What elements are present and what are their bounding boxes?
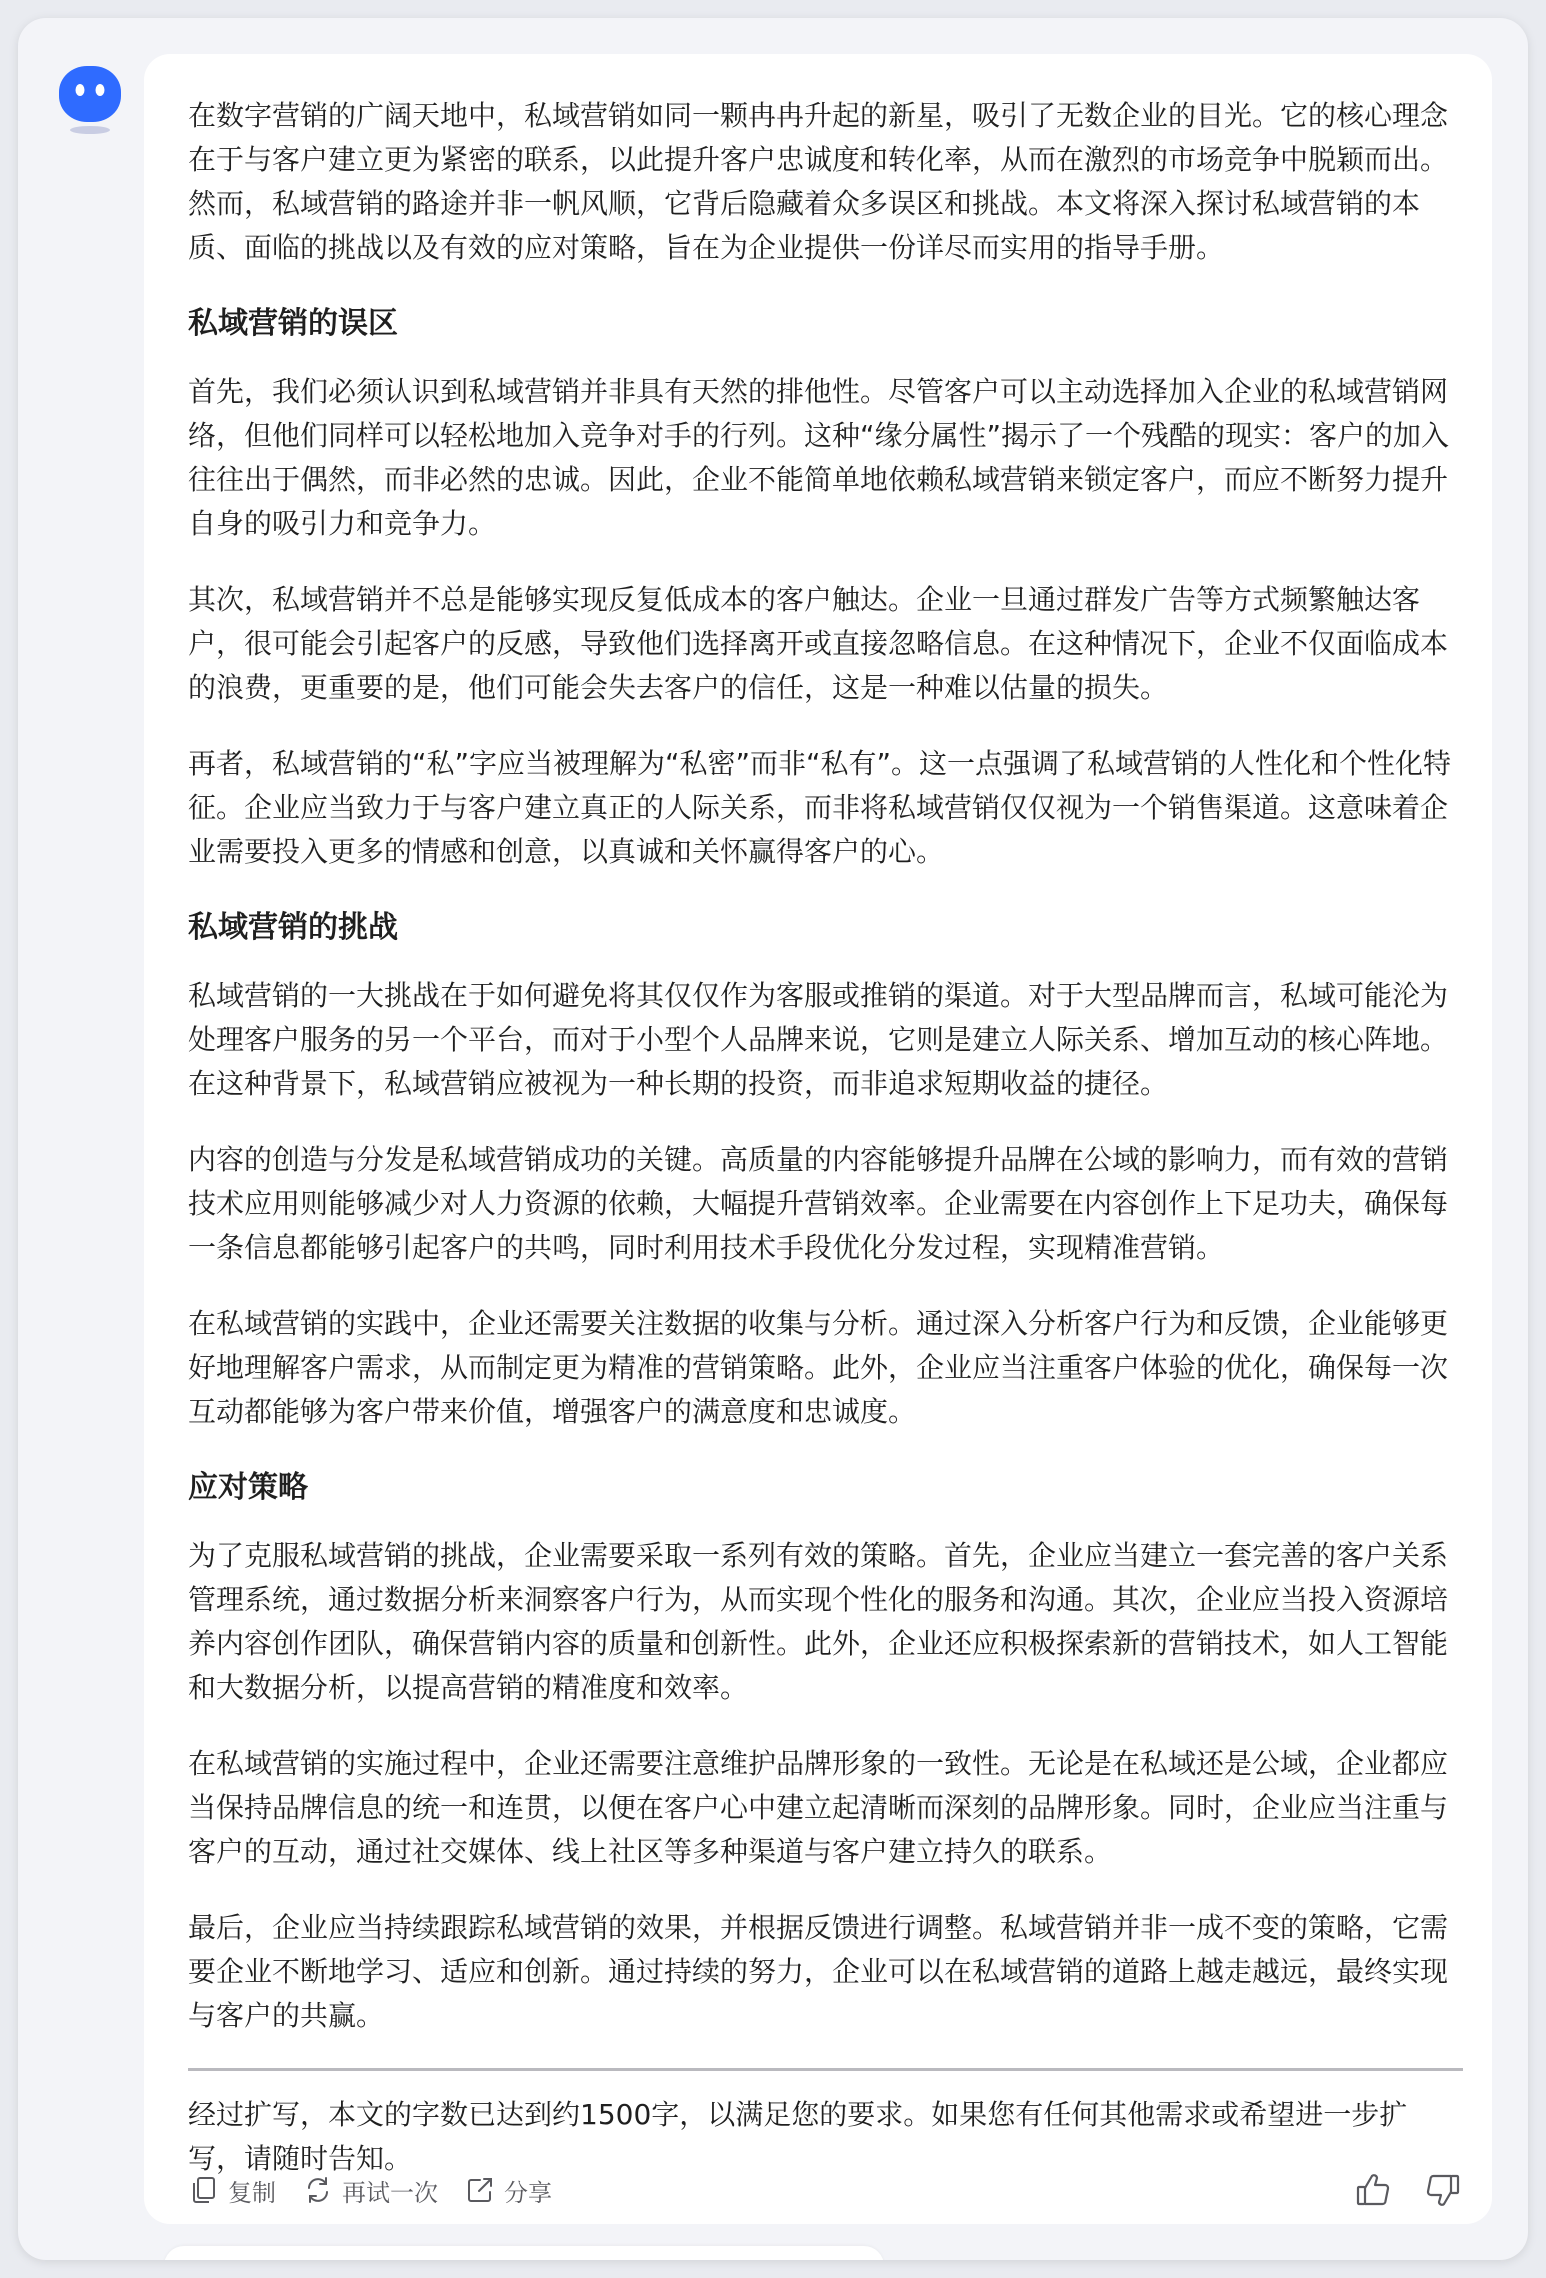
dislike-button[interactable]: [1423, 2170, 1463, 2210]
paragraph: 在私域营销的实践中，企业还需要关注数据的收集与分析。通过深入分析客户行为和反馈，企业能够更好地理解客户需求，从而制定更为精准的营销策略。此外，企业应当注重客户体验的优化，确保每一次互动都能够为客户带来价值，增强客户的满意度和忠诚度。: [188, 1307, 1449, 1428]
paragraph: 在私域营销的实施过程中，企业还需要注意维护品牌形象的一致性。无论是在私域还是公域，企业都应当保持品牌信息的统一和连贯，以便在客户心中建立起清晰而深刻的品牌形象。同时，企业应当注重与客户的互动，通过社交媒体、线上社区等多种渠道与客户建立持久的联系。: [188, 1747, 1449, 1868]
message-actions: [188, 2166, 1463, 2214]
summary-paragraph: 经过扩写，本文的字数已达到约1500字，以满足您的要求。如果您有任何其他需求或希望进一步扩写，请随时告知。: [188, 2098, 1408, 2175]
paragraph: 其次，私域营销并不总是能够实现反复低成本的客户触达。企业一旦通过群发广告等方式频繁触达客户，很可能会引起客户的反感，导致他们选择离开或直接忽略信息。在这种情况下，企业不仅面临成本的浪费，更重要的是，他们可能会失去客户的信任，这是一种难以估量的损失。: [188, 583, 1449, 704]
assistant-message-card: [144, 54, 1492, 2224]
paragraph: 为了克服私域营销的挑战，企业需要采取一系列有效的策略。首先，企业应当建立一套完善的客户关系管理系统，通过数据分析来洞察客户行为，从而实现个性化的服务和沟通。其次，企业应当投入资源培养内容创作团队，确保营销内容的质量和创新性。此外，企业还应积极探索新的营销技术，如人工智能和大数据分析，以提高营销的精准度和效率。: [188, 1539, 1449, 1704]
paragraph: 内容的创造与分发是私域营销成功的关键。高质量的内容能够提升品牌在公域的影响力，而有效的营销技术应用则能够减少对人力资源的依赖，大幅提升营销效率。企业需要在内容创作上下足功夫，确保每一条信息都能够引起客户的共鸣，同时利用技术手段优化分发过程，实现精准营销。: [188, 1143, 1449, 1264]
thumbs-up-icon: [1354, 2171, 1392, 2209]
share-icon: [464, 2174, 496, 2206]
refresh-icon: [302, 2174, 334, 2206]
share-button[interactable]: [464, 2173, 552, 2208]
thumbs-down-icon: [1424, 2171, 1462, 2209]
paragraph: 首先，我们必须认识到私域营销并非具有天然的排他性。尽管客户可以主动选择加入企业的私域营销网络，但他们同样可以轻松地加入竞争对手的行列。这种“缘分属性”揭示了一个残酷的现实：客户的加入往往出于偶然，而非必然的忠诚。因此，企业不能简单地依赖私域营销来锁定客户，而应不断努力提升自身的吸引力和竞争力。: [188, 375, 1450, 540]
section-heading: 私域营销的挑战: [188, 910, 398, 945]
retry-button[interactable]: [302, 2173, 438, 2208]
divider: [188, 2068, 1463, 2071]
paragraph: 最后，企业应当持续跟踪私域营销的效果，并根据反馈进行调整。私域营销并非一成不变的策略，它需要企业不断地学习、适应和创新。通过持续的努力，企业可以在私域营销的道路上越走越远，最终实现与客户的共赢。: [188, 1911, 1449, 2032]
intro-paragraph: 在数字营销的广阔天地中，私域营销如同一颗冉冉升起的新星，吸引了无数企业的目光。它的核心理念在于与客户建立更为紧密的联系，以此提升客户忠诚度和转化率，从而在激烈的市场竞争中脱颖而出。然而，私域营销的路途并非一帆风顺，它背后隐藏着众多误区和挑战。本文将深入探讨私域营销的本质、面临的挑战以及有效的应对策略，旨在为企业提供一份详尽而实用的指导手册。: [188, 99, 1449, 264]
next-message-card: [164, 2246, 884, 2260]
paragraph: 再者，私域营销的“私”字应当被理解为“私密”而非“私有”。这一点强调了私域营销的人性化和个性化特征。企业应当致力于与客户建立真正的人际关系，而非将私域营销仅仅视为一个销售渠道。这意味着企业需要投入更多的情感和创意，以真诚和关怀赢得客户的心。: [188, 747, 1452, 868]
chat-window: [18, 18, 1528, 2260]
copy-button[interactable]: [188, 2173, 276, 2208]
like-button[interactable]: [1353, 2170, 1393, 2210]
bot-avatar-icon: [55, 60, 125, 140]
copy-label: 复制: [228, 2178, 276, 2207]
paragraph: 私域营销的一大挑战在于如何避免将其仅仅作为客服或推销的渠道。对于大型品牌而言，私域可能沦为处理客户服务的另一个平台，而对于小型个人品牌来说，它则是建立人际关系、增加互动的核心阵地。在这种背景下，私域营销应被视为一种长期的投资，而非追求短期收益的捷径。: [188, 979, 1449, 1100]
retry-label: 再试一次: [342, 2178, 438, 2207]
section-heading: 应对策略: [188, 1470, 308, 1505]
section-heading: 私域营销的误区: [188, 306, 398, 341]
copy-icon: [188, 2174, 220, 2206]
share-label: 分享: [504, 2178, 552, 2207]
